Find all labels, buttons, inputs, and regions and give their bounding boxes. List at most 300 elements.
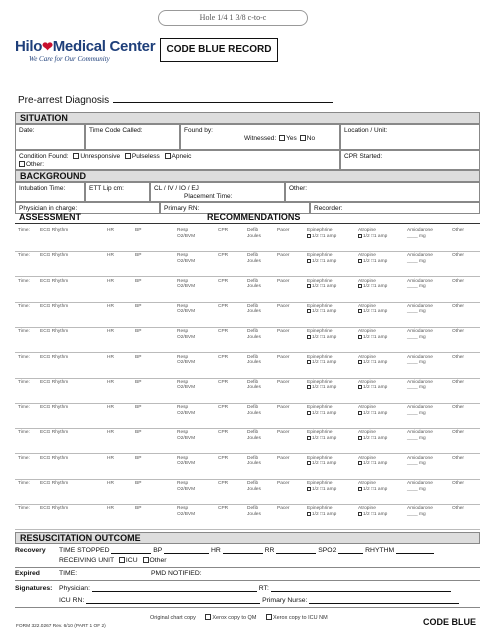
row-cell-cpr <box>218 506 228 512</box>
row-label-pacer: Pacer <box>277 506 290 512</box>
row-label-atr_dose: 1/2 □1 amp <box>363 385 388 391</box>
row-label-atropine: Atropine <box>358 405 376 411</box>
row-cell-defib <box>247 228 261 239</box>
row-label-joules: Joules <box>247 360 261 365</box>
signatures-line-1 <box>15 585 480 592</box>
row-label-o2: O2/BVM <box>177 309 196 315</box>
row-label-joules: Joules <box>247 258 261 264</box>
dose-checkbox[interactable] <box>307 385 311 389</box>
dose-checkbox[interactable] <box>307 234 311 238</box>
row-cell-defib <box>247 253 261 264</box>
line-field[interactable] <box>150 182 285 202</box>
row-label-epi_dose: 1/2 □1 amp <box>312 258 337 264</box>
expired-line <box>15 570 480 577</box>
row-label-joules: Joules <box>247 309 261 315</box>
ett-field[interactable] <box>85 182 150 202</box>
row-cell-pacer <box>277 481 290 487</box>
row-label-pacer: Pacer <box>277 303 290 309</box>
row-label-time: Time: <box>18 481 30 486</box>
row-label-ecg: ECG Rhythm <box>40 455 69 461</box>
row-cell-ecg <box>40 456 68 462</box>
xerox-qm-label: Xerox copy to QM <box>212 615 257 621</box>
recovery-label: Recovery <box>15 547 46 554</box>
row-cell-resp <box>177 380 195 391</box>
row-label-cpr: CPR <box>218 303 229 309</box>
unresponsive-label: Unresponsive <box>80 153 121 160</box>
witnessed-no-checkbox[interactable] <box>300 135 306 141</box>
condition-field <box>15 150 340 170</box>
row-label-atropine: Atropine <box>358 329 376 335</box>
intubation-field[interactable] <box>15 182 85 202</box>
row-cell-epi <box>307 279 336 290</box>
row-label-bp: BP <box>135 303 142 309</box>
dose-checkbox[interactable] <box>307 335 311 339</box>
row-cell-time <box>18 228 30 234</box>
row-label-pacer: Pacer <box>277 405 290 411</box>
location-field[interactable] <box>340 124 480 150</box>
dose-checkbox[interactable] <box>307 436 311 440</box>
assessment-row[interactable] <box>15 504 480 530</box>
row-label-mg: ____ mg <box>407 258 426 264</box>
sig-rt-field[interactable] <box>271 585 451 592</box>
row-label-joules: Joules <box>247 233 261 239</box>
row-cell-pacer <box>277 506 290 512</box>
row-label-atropine: Atropine <box>358 228 376 233</box>
row-cell-hr <box>107 228 114 234</box>
dose-checkbox[interactable] <box>358 461 362 465</box>
form-number: FORM 322.0267 Rev. 6/10 (PART 1 OF 2) <box>16 624 106 629</box>
row-cell-defib <box>247 506 261 517</box>
row-label-bp: BP <box>135 379 142 385</box>
row-cell-defib <box>247 430 261 441</box>
row-cell-ecg <box>40 380 68 386</box>
row-label-resp: Resp <box>177 278 189 284</box>
row-label-hr: HR <box>107 329 114 335</box>
cpr-started-field[interactable] <box>340 150 480 170</box>
outcome-divider-1 <box>15 567 480 568</box>
line-label: CL / IV / IO / EJ <box>154 185 199 192</box>
row-label-atr_dose: 1/2 □1 amp <box>363 461 388 467</box>
row-cell-resp <box>177 279 195 290</box>
row-cell-bp <box>135 228 141 234</box>
row-label-mg: ____ mg <box>407 511 426 517</box>
row-cell-epi <box>307 481 336 492</box>
hr-field[interactable] <box>223 547 263 554</box>
row-label-cpr: CPR <box>218 379 229 385</box>
row-label-epi_dose: 1/2 □1 amp <box>312 511 337 517</box>
row-label-other: Other <box>452 303 464 309</box>
hole-punch-guide: Hole 1/4 1 3/8 c-to-c <box>158 10 308 26</box>
row-label-epi: Epinephrine <box>307 354 333 360</box>
sig-primary-nurse-field[interactable] <box>309 597 459 604</box>
row-label-bp: BP <box>135 506 142 512</box>
row-cell-resp <box>177 456 195 467</box>
recommendations-heading: RECOMMENDATIONS <box>207 212 301 222</box>
location-label: Location / Unit: <box>344 127 388 134</box>
row-label-time: Time: <box>18 228 30 233</box>
logo-name-part1: Hilo <box>15 38 43 55</box>
dose-checkbox[interactable] <box>358 385 362 389</box>
row-label-atropine: Atropine <box>358 354 376 360</box>
date-label: Date: <box>19 127 35 134</box>
row-label-resp: Resp <box>177 253 189 259</box>
row-cell-bp <box>135 430 141 436</box>
row-label-ecg: ECG Rhythm <box>40 228 69 233</box>
row-label-mg: ____ mg <box>407 360 426 365</box>
time-called-label: Time Code Called: <box>89 127 143 134</box>
row-label-atr_dose: 1/2 □1 amp <box>363 511 388 517</box>
row-cell-hr <box>107 329 114 335</box>
row-label-amio: Amiodarone <box>407 405 433 411</box>
row-cell-hr <box>107 279 114 285</box>
row-label-cpr: CPR <box>218 253 229 259</box>
spo2-label: SPO2 <box>318 547 337 554</box>
row-label-time: Time: <box>18 506 30 512</box>
row-label-atr_dose: 1/2 □1 amp <box>363 410 388 416</box>
row-label-atropine: Atropine <box>358 303 376 309</box>
row-cell-atropine <box>358 304 387 315</box>
row-label-cpr: CPR <box>218 506 229 512</box>
row-cell-hr <box>107 456 114 462</box>
row-label-epi: Epinephrine <box>307 506 333 512</box>
row-cell-defib <box>247 481 261 492</box>
row-cell-amio <box>407 380 433 391</box>
row-label-amio: Amiodarone <box>407 303 433 309</box>
row-label-epi: Epinephrine <box>307 329 333 335</box>
row-cell-epi <box>307 380 336 391</box>
row-cell-atropine <box>358 253 387 264</box>
row-label-defib: Defib <box>247 303 259 309</box>
dose-checkbox[interactable] <box>307 309 311 313</box>
row-label-ecg: ECG Rhythm <box>40 303 69 309</box>
form-title: CODE BLUE RECORD <box>160 38 278 62</box>
row-label-resp: Resp <box>177 228 189 233</box>
recorder-label: Recorder: <box>314 205 343 212</box>
row-label-ecg: ECG Rhythm <box>40 278 69 284</box>
row-label-resp: Resp <box>177 430 189 436</box>
row-cell-resp <box>177 304 195 315</box>
row-cell-bp <box>135 506 141 512</box>
sig-physician-label: Physician: <box>59 585 90 592</box>
row-label-ecg: ECG Rhythm <box>40 354 69 360</box>
row-cell-defib <box>247 405 261 416</box>
physician-label: Physician in charge: <box>19 205 78 212</box>
row-label-resp: Resp <box>177 354 189 360</box>
row-cell-cpr <box>218 279 228 285</box>
row-label-joules: Joules <box>247 334 261 340</box>
row-cell-amio <box>407 481 433 492</box>
dose-checkbox[interactable] <box>307 512 311 516</box>
row-label-mg: ____ mg <box>407 461 426 467</box>
date-field[interactable] <box>15 124 85 150</box>
assessment-heading: ASSESSMENT <box>19 212 82 222</box>
sig-primary-nurse-label: Primary Nurse: <box>262 597 308 604</box>
row-label-cpr: CPR <box>218 354 229 360</box>
sig-icu-rn-field[interactable] <box>86 597 260 604</box>
condition-label: Condition Found: <box>19 153 69 160</box>
row-cell-time <box>18 430 30 436</box>
assessment-row[interactable] <box>15 403 480 429</box>
xerox-icu-checkbox[interactable] <box>266 614 272 620</box>
row-label-ecg: ECG Rhythm <box>40 506 69 512</box>
row-cell-atropine <box>358 430 387 441</box>
pulseless-checkbox[interactable] <box>125 153 131 159</box>
row-label-time: Time: <box>18 329 30 335</box>
assessment-row[interactable] <box>15 226 480 252</box>
row-label-defib: Defib <box>247 430 259 436</box>
row-label-o2: O2/BVM <box>177 385 196 391</box>
row-cell-hr <box>107 304 114 310</box>
bp-field[interactable] <box>164 547 209 554</box>
row-cell-amio <box>407 456 433 467</box>
row-cell-cpr <box>218 430 228 436</box>
row-label-time: Time: <box>18 430 30 436</box>
row-label-defib: Defib <box>247 506 259 512</box>
row-cell-other <box>452 329 464 335</box>
other-unit-checkbox[interactable] <box>143 557 149 563</box>
row-label-defib: Defib <box>247 354 259 360</box>
row-cell-epi <box>307 506 336 517</box>
row-label-bp: BP <box>135 329 142 335</box>
expired-label: Expired <box>15 570 40 577</box>
row-label-epi_dose: 1/2 □1 amp <box>312 461 337 467</box>
outcome-divider-3 <box>15 607 480 608</box>
row-label-pacer: Pacer <box>277 253 290 259</box>
signatures-line-2 <box>15 597 480 604</box>
row-cell-time <box>18 279 30 285</box>
row-label-ecg: ECG Rhythm <box>40 481 69 486</box>
row-cell-cpr <box>218 228 228 234</box>
row-cell-epi <box>307 253 336 264</box>
recovery-line-1 <box>15 547 480 554</box>
rhythm-label: RHYTHM <box>365 547 395 554</box>
row-label-bp: BP <box>135 354 142 360</box>
assessment-row[interactable] <box>15 302 480 328</box>
row-cell-hr <box>107 405 114 411</box>
row-label-pacer: Pacer <box>277 379 290 385</box>
row-label-epi_dose: 1/2 □1 amp <box>312 284 337 290</box>
row-label-bp: BP <box>135 405 142 411</box>
row-label-epi_dose: 1/2 □1 amp <box>312 309 337 315</box>
assessment-divider <box>15 223 480 224</box>
cpr-started-label: CPR Started: <box>344 153 383 160</box>
row-label-epi: Epinephrine <box>307 430 333 436</box>
row-label-o2: O2/BVM <box>177 410 196 416</box>
pulseless-label: Pulseless <box>131 153 160 160</box>
row-cell-bp <box>135 481 141 487</box>
row-label-epi: Epinephrine <box>307 405 333 411</box>
row-label-epi: Epinephrine <box>307 379 333 385</box>
row-label-o2: O2/BVM <box>177 435 196 441</box>
row-label-amio: Amiodarone <box>407 253 433 259</box>
assessment-row[interactable] <box>15 353 480 379</box>
row-label-defib: Defib <box>247 455 259 461</box>
other-condition-checkbox[interactable] <box>19 161 25 167</box>
rr-label: RR <box>264 547 275 554</box>
row-label-pacer: Pacer <box>277 455 290 461</box>
row-cell-other <box>452 430 464 436</box>
copy-distribution <box>150 614 328 621</box>
row-label-mg: ____ mg <box>407 284 426 290</box>
row-label-ecg: ECG Rhythm <box>40 329 69 335</box>
row-cell-atropine <box>358 329 387 340</box>
time-stopped-label: TIME STOPPED <box>59 547 110 554</box>
assessment-row[interactable] <box>15 454 480 480</box>
row-label-cpr: CPR <box>218 329 229 335</box>
found-by-field[interactable] <box>180 124 340 150</box>
row-label-defib: Defib <box>247 329 259 335</box>
icu-label: ICU <box>125 557 138 564</box>
row-cell-pacer <box>277 456 290 462</box>
row-label-hr: HR <box>107 455 114 461</box>
dose-checkbox[interactable] <box>358 234 362 238</box>
row-label-resp: Resp <box>177 506 189 512</box>
row-cell-defib <box>247 456 261 467</box>
time-called-field[interactable] <box>85 124 180 150</box>
spo2-field[interactable] <box>338 547 363 554</box>
row-cell-time <box>18 304 30 310</box>
assessment-row[interactable] <box>15 428 480 454</box>
dose-checkbox[interactable] <box>358 487 362 491</box>
row-label-resp: Resp <box>177 405 189 411</box>
row-cell-other <box>452 456 464 462</box>
assessment-row[interactable] <box>15 479 480 505</box>
row-cell-amio <box>407 355 433 366</box>
witnessed-yes-checkbox[interactable] <box>279 135 285 141</box>
pre-arrest-diagnosis <box>18 94 333 106</box>
row-label-atropine: Atropine <box>358 253 376 259</box>
row-cell-epi <box>307 304 336 315</box>
row-cell-cpr <box>218 380 228 386</box>
row-cell-bp <box>135 405 141 411</box>
assessment-row[interactable] <box>15 277 480 303</box>
row-label-amio: Amiodarone <box>407 506 433 512</box>
pre-arrest-field[interactable] <box>113 94 333 103</box>
dose-checkbox[interactable] <box>358 309 362 313</box>
row-label-epi: Epinephrine <box>307 278 333 284</box>
row-cell-time <box>18 380 30 386</box>
row-cell-other <box>452 355 464 361</box>
row-cell-resp <box>177 253 195 264</box>
row-cell-cpr <box>218 304 228 310</box>
row-label-atropine: Atropine <box>358 481 376 486</box>
row-label-o2: O2/BVM <box>177 284 196 290</box>
row-cell-defib <box>247 279 261 290</box>
row-cell-amio <box>407 329 433 340</box>
time-stopped-field[interactable] <box>111 547 151 554</box>
dose-checkbox[interactable] <box>358 411 362 415</box>
row-label-time: Time: <box>18 405 30 411</box>
row-cell-hr <box>107 506 114 512</box>
dose-checkbox[interactable] <box>307 360 311 364</box>
row-cell-atropine <box>358 228 387 239</box>
sig-physician-field[interactable] <box>92 585 257 592</box>
row-cell-epi <box>307 405 336 416</box>
xerox-qm-checkbox[interactable] <box>205 614 211 620</box>
rhythm-field[interactable] <box>396 547 434 554</box>
dose-checkbox[interactable] <box>358 512 362 516</box>
row-label-o2: O2/BVM <box>177 360 196 365</box>
sig-rt-label: RT: <box>258 585 269 592</box>
row-cell-defib <box>247 329 261 340</box>
logo-name-part2: Medical Center <box>52 38 156 55</box>
row-label-bp: BP <box>135 253 142 259</box>
row-label-defib: Defib <box>247 278 259 284</box>
row-cell-other <box>452 380 464 386</box>
row-label-time: Time: <box>18 253 30 259</box>
xerox-icu-label: Xerox copy to ICU NM <box>272 615 328 621</box>
hospital-logo <box>15 38 155 70</box>
row-cell-atropine <box>358 506 387 517</box>
row-cell-other <box>452 405 464 411</box>
no-label: No <box>306 135 316 142</box>
row-cell-hr <box>107 481 114 487</box>
dose-checkbox[interactable] <box>358 284 362 288</box>
row-label-atr_dose: 1/2 □1 amp <box>363 233 388 239</box>
assessment-row[interactable] <box>15 251 480 277</box>
row-label-time: Time: <box>18 379 30 385</box>
dose-checkbox[interactable] <box>307 284 311 288</box>
dose-checkbox[interactable] <box>358 259 362 263</box>
dose-checkbox[interactable] <box>358 436 362 440</box>
row-cell-pacer <box>277 228 290 234</box>
rr-field[interactable] <box>276 547 316 554</box>
row-label-epi_dose: 1/2 □1 amp <box>312 360 337 365</box>
assessment-row[interactable] <box>15 327 480 353</box>
dose-checkbox[interactable] <box>358 360 362 364</box>
dose-checkbox[interactable] <box>307 461 311 465</box>
background-other-label: Other: <box>289 185 308 192</box>
row-label-cpr: CPR <box>218 228 229 233</box>
row-cell-ecg <box>40 329 68 335</box>
row-label-time: Time: <box>18 455 30 461</box>
dose-checkbox[interactable] <box>358 335 362 339</box>
code-blue-footer: CODE BLUE <box>423 617 477 627</box>
row-label-epi: Epinephrine <box>307 455 333 461</box>
row-label-epi: Epinephrine <box>307 481 333 486</box>
row-label-other: Other <box>452 329 464 335</box>
unresponsive-checkbox[interactable] <box>73 153 79 159</box>
icu-checkbox[interactable] <box>119 557 125 563</box>
row-cell-ecg <box>40 430 68 436</box>
background-other-field[interactable] <box>285 182 480 202</box>
row-label-amio: Amiodarone <box>407 354 433 360</box>
row-label-hr: HR <box>107 481 114 486</box>
recorder-field[interactable] <box>310 202 480 214</box>
row-cell-cpr <box>218 456 228 462</box>
row-label-pacer: Pacer <box>277 430 290 436</box>
row-cell-other <box>452 253 464 259</box>
row-cell-amio <box>407 279 433 290</box>
row-cell-pacer <box>277 355 290 361</box>
row-label-hr: HR <box>107 506 114 512</box>
dose-checkbox[interactable] <box>307 487 311 491</box>
row-label-atr_dose: 1/2 □1 amp <box>363 258 388 264</box>
intubation-label: Intubation Time: <box>19 185 66 192</box>
row-label-atr_dose: 1/2 □1 amp <box>363 284 388 290</box>
recovery-line-2 <box>15 557 480 564</box>
row-cell-ecg <box>40 506 68 512</box>
assessment-row[interactable] <box>15 378 480 404</box>
row-label-epi_dose: 1/2 □1 amp <box>312 435 337 441</box>
row-label-epi: Epinephrine <box>307 303 333 309</box>
row-cell-time <box>18 355 30 361</box>
dose-checkbox[interactable] <box>307 411 311 415</box>
row-cell-other <box>452 481 464 487</box>
dose-checkbox[interactable] <box>307 259 311 263</box>
apneic-checkbox[interactable] <box>165 153 171 159</box>
row-cell-cpr <box>218 481 228 487</box>
